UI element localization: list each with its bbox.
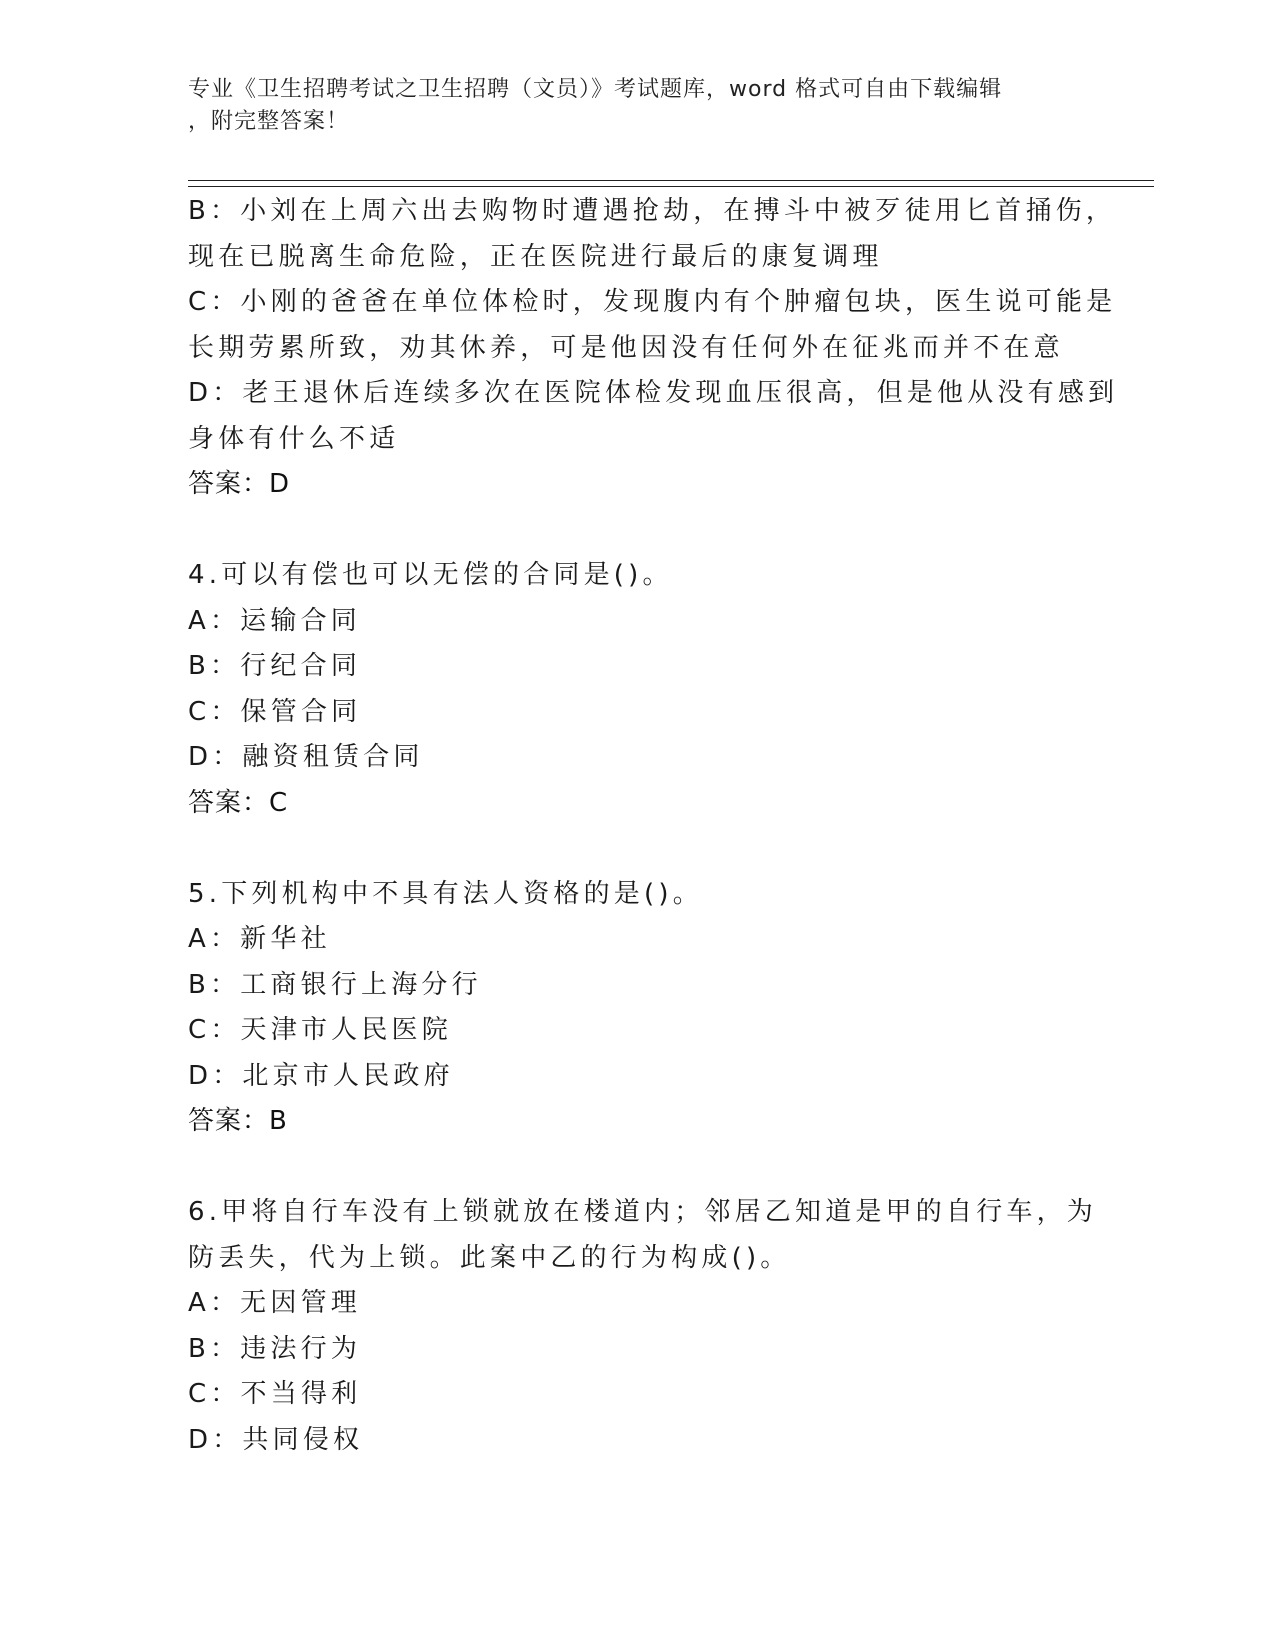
spacer xyxy=(188,508,1088,554)
q5-option-b: B：工商银行上海分行 xyxy=(188,969,482,1000)
q4-answer: 答案：C xyxy=(188,787,289,818)
document-header xyxy=(188,74,1068,138)
q3-option-c-line-2: 长期劳累所致，劝其休养，可是他因没有任何外在征兆而并不在意 xyxy=(188,332,1064,363)
header-line-2: ，附完整答案！ xyxy=(188,109,350,134)
question-list xyxy=(188,189,1119,1463)
q5-option-c: C：天津市人民医院 xyxy=(188,1015,452,1045)
q3-option-b-line-1: B：小刘在上周六出去购物时遭遇抢劫，在搏斗中被歹徒用匕首捅伤， xyxy=(188,196,1117,226)
q5-option-d: D：北京市人民政府 xyxy=(188,1060,454,1091)
question-4 xyxy=(188,553,1088,826)
q4-option-d: D：融资租赁合同 xyxy=(188,742,424,772)
header-divider-bottom xyxy=(188,186,1154,187)
q3-option-d-line-2: 身体有什么不适 xyxy=(188,423,400,454)
q4-option-a: A：运输合同 xyxy=(188,605,361,636)
header-line-1: 专业《卫生招聘考试之卫生招聘（文员）》考试题库，word 格式可自由下载编辑 xyxy=(188,77,1003,102)
q3-option-b-line-2: 现在已脱离生命危险，正在医院进行最后的康复调理 xyxy=(188,241,883,272)
q6-question-line-1: 6.甲将自行车没有上锁就放在楼道内；邻居乙知道是甲的自行车，为 xyxy=(188,1197,1098,1227)
q3-option-d-line-1: D：老王退休后连续多次在医院体检发现血压很高，但是他从没有感到 xyxy=(188,378,1119,408)
q3-answer: 答案：D xyxy=(188,469,291,499)
q4-option-b: B：行纪合同 xyxy=(188,651,362,681)
q6-option-b: B：违法行为 xyxy=(188,1333,362,1364)
question-6 xyxy=(188,1190,1098,1463)
spacer xyxy=(188,1145,1088,1191)
q5-option-a: A：新华社 xyxy=(188,924,331,954)
q6-option-c: C：不当得利 xyxy=(188,1379,362,1409)
q6-option-a: A：无因管理 xyxy=(188,1288,361,1318)
q5-answer: 答案：B xyxy=(188,1106,288,1136)
q6-question-line-2: 防丢失，代为上锁。此案中乙的行为构成()。 xyxy=(188,1242,791,1273)
q5-question: 5.下列机构中不具有法人资格的是()。 xyxy=(188,878,703,909)
question-5 xyxy=(188,872,1088,1145)
q3-option-c-line-1: C：小刚的爸爸在单位体检时，发现腹内有个肿瘤包块，医生说可能是 xyxy=(188,287,1117,317)
q4-question: 4.可以有偿也可以无偿的合同是()。 xyxy=(188,560,673,590)
q6-option-d: D：共同侵权 xyxy=(188,1424,364,1455)
q4-option-c: C：保管合同 xyxy=(188,696,362,727)
spacer xyxy=(188,826,1088,872)
question-3 xyxy=(188,189,1119,508)
header-divider-top xyxy=(188,180,1154,181)
